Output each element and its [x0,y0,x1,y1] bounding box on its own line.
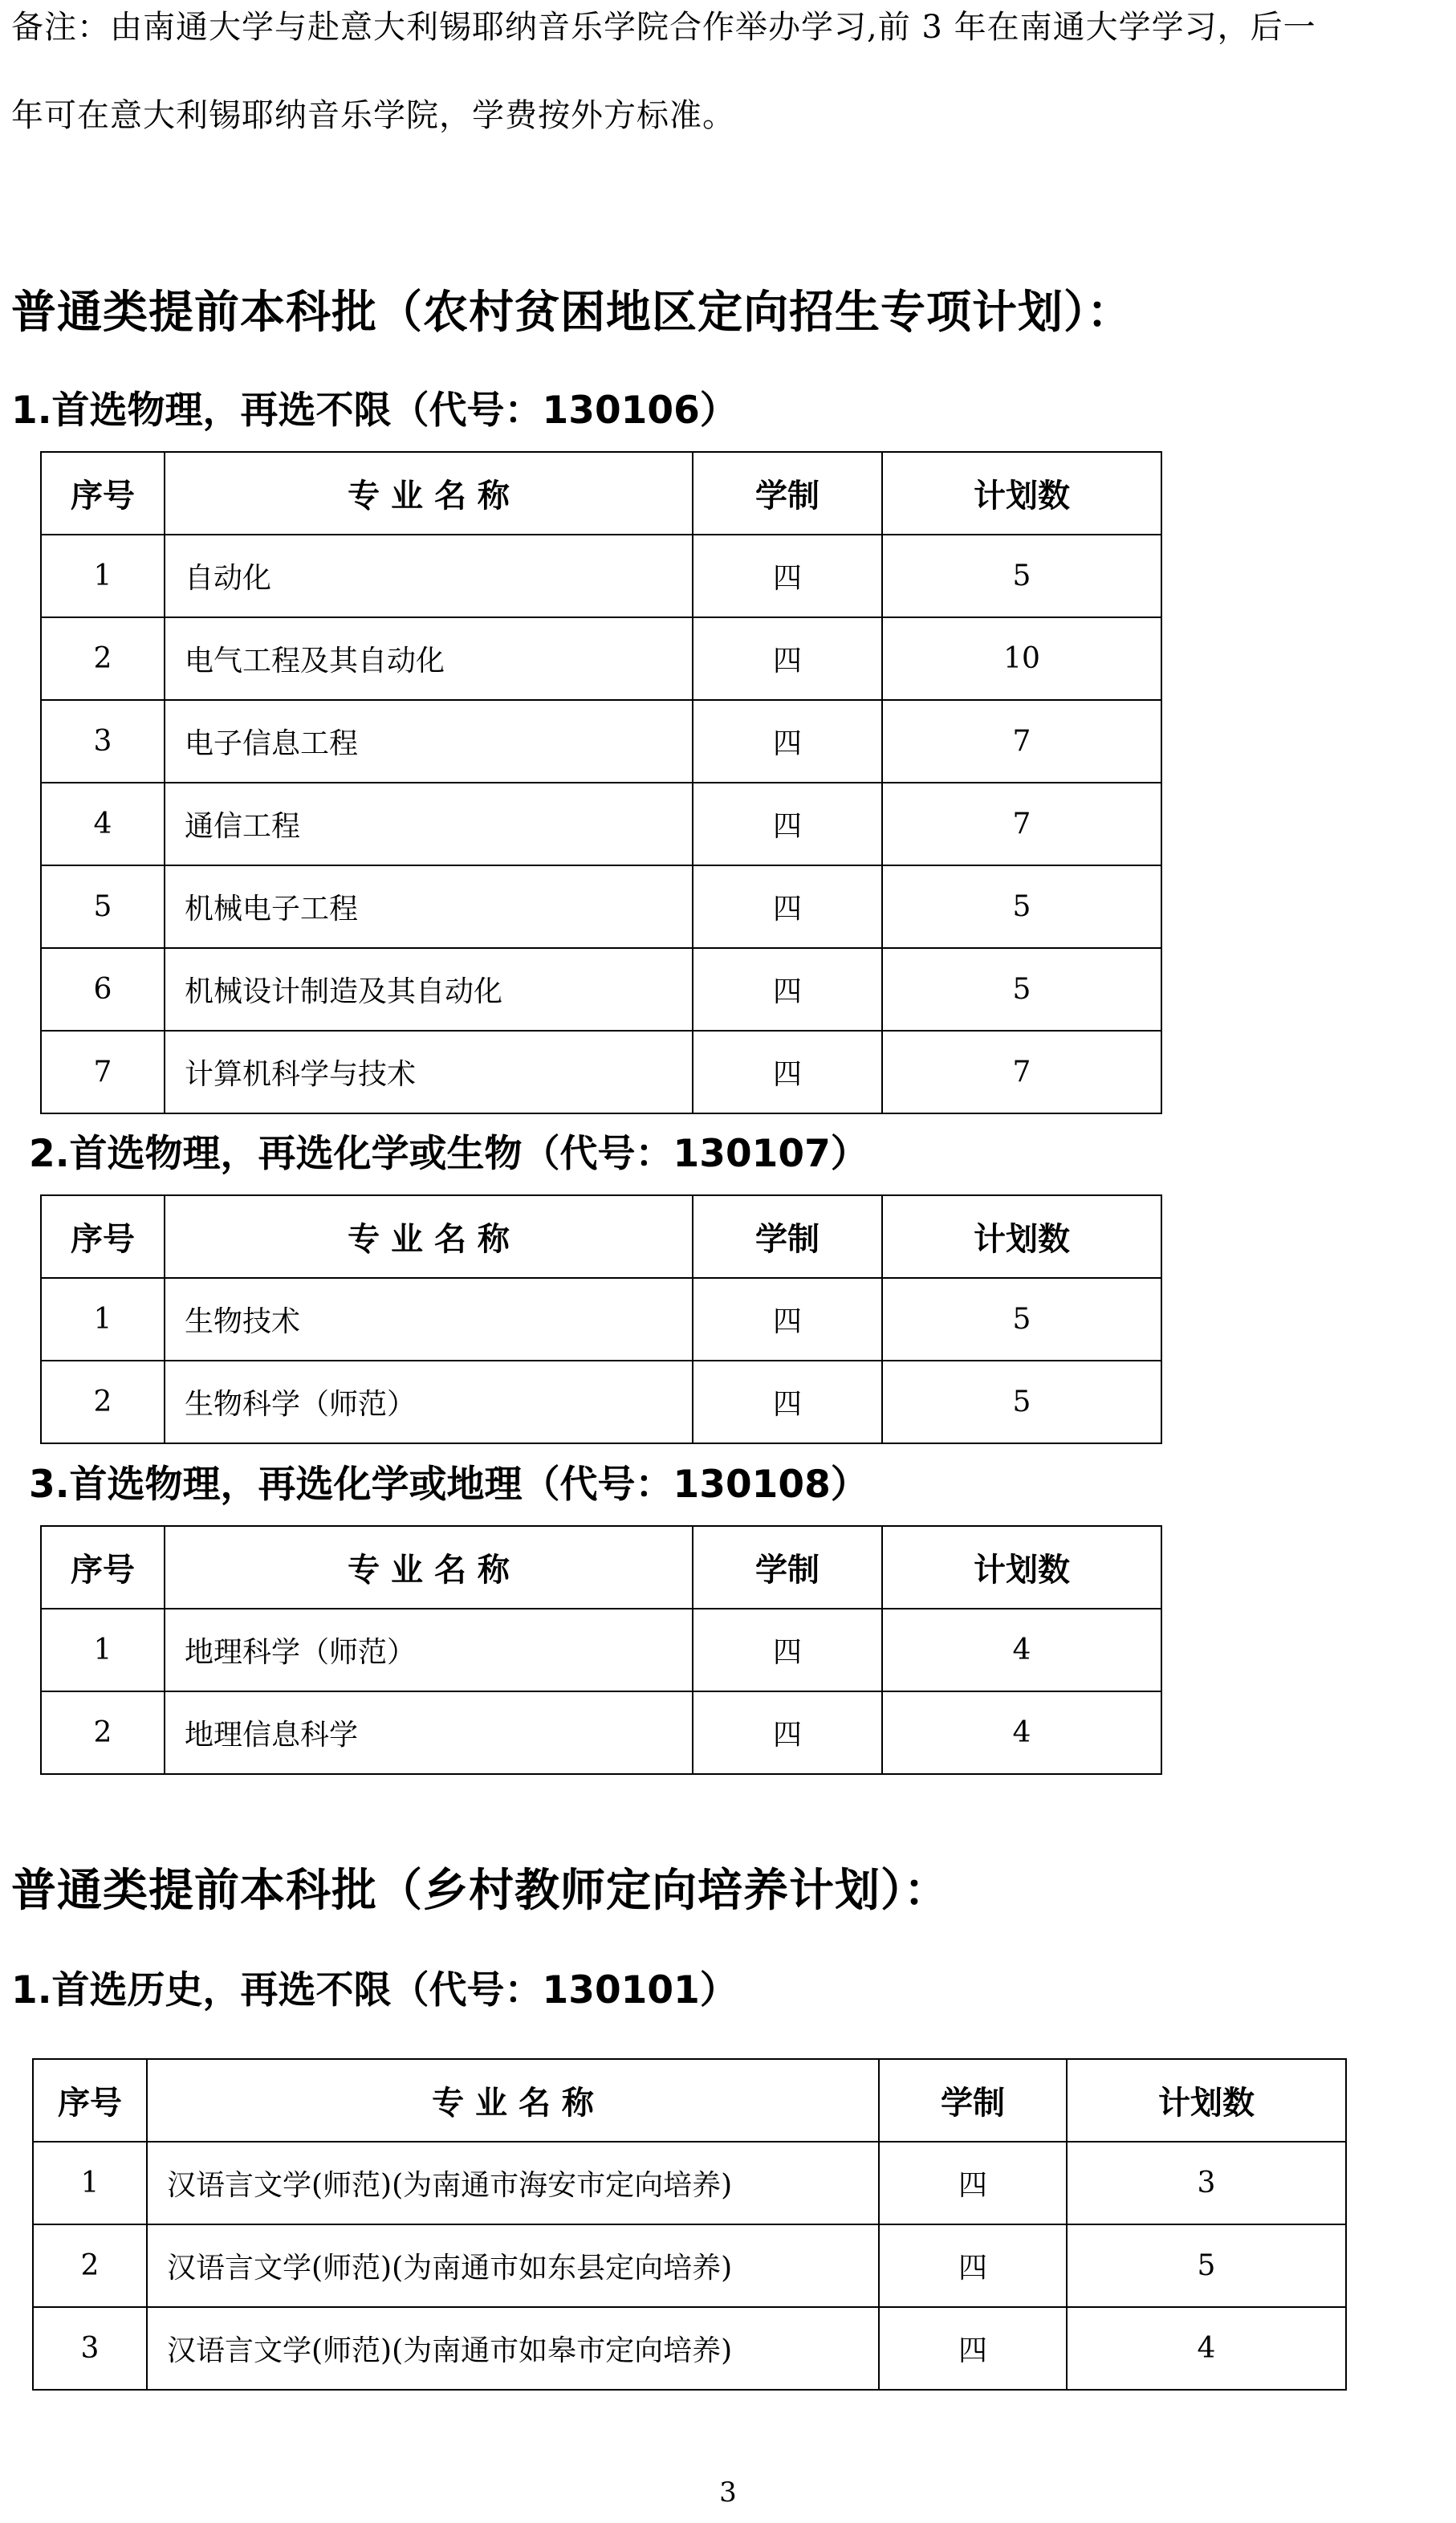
cell-plan: 5 [882,865,1161,948]
cell-no: 5 [41,865,165,948]
cell-name: 生物科学（师范） [165,1361,693,1443]
section-title-rural: 普通类提前本科批（农村贫困地区定向招生专项计划）： [11,287,1133,339]
cell-plan: 7 [882,1031,1161,1113]
cell-no: 4 [41,783,165,865]
cell-no: 7 [41,1031,165,1113]
cell-name: 通信工程 [165,783,693,865]
cell-plan: 5 [1067,2224,1346,2307]
cell-no: 1 [33,2142,147,2224]
cell-years: 四 [693,1609,882,1691]
cell-no: 3 [41,700,165,783]
cell-name: 生物技术 [165,1278,693,1361]
header-name: 专 业 名 称 [165,452,693,535]
cell-years: 四 [693,1031,882,1113]
table-row [33,2142,1346,2224]
header-no: 序号 [33,2059,147,2142]
header-plan: 计划数 [882,452,1161,535]
table-header-row [33,2059,1346,2142]
cell-no: 6 [41,948,165,1031]
cell-plan: 4 [882,1609,1161,1691]
cell-years: 四 [693,783,882,865]
plan-table-130106 [40,451,1162,1114]
cell-years: 四 [879,2224,1067,2307]
cell-name: 汉语言文学(师范)(为南通市如东县定向培养) [147,2224,879,2307]
cell-years: 四 [693,865,882,948]
table-row [41,948,1161,1031]
cell-name: 地理信息科学 [165,1691,693,1774]
cell-name: 地理科学（师范） [165,1609,693,1691]
cell-plan: 5 [882,948,1161,1031]
header-years: 学制 [693,452,882,535]
note-line-2: 年可在意大利锡耶纳音乐学院，学费按外方标准。 [11,97,735,134]
note-line-1: 备注：由南通大学与赴意大利锡耶纳音乐学院合作举办学习,前 3 年在南通大学学习，后一 [11,9,1316,46]
cell-plan: 5 [882,1361,1161,1443]
cell-name: 汉语言文学(师范)(为南通市海安市定向培养) [147,2142,879,2224]
table-row [41,1278,1161,1361]
cell-plan: 5 [882,535,1161,617]
cell-name: 电气工程及其自动化 [165,617,693,700]
header-name: 专 业 名 称 [165,1195,693,1278]
section-title-teacher: 普通类提前本科批（乡村教师定向培养计划）： [11,1865,950,1917]
table-row [41,865,1161,948]
table-row [41,783,1161,865]
table-row [41,1609,1161,1691]
cell-name: 自动化 [165,535,693,617]
header-name: 专 业 名 称 [147,2059,879,2142]
header-no: 序号 [41,1195,165,1278]
group-heading-130107: 2.首选物理，再选化学或生物（代号：130107） [29,1132,868,1176]
group-heading-130101: 1.首选历史，再选不限（代号：130101） [11,1968,738,2012]
header-name: 专 业 名 称 [165,1526,693,1609]
cell-plan: 4 [882,1691,1161,1774]
cell-years: 四 [693,948,882,1031]
cell-name: 电子信息工程 [165,700,693,783]
header-no: 序号 [41,1526,165,1609]
cell-no: 2 [33,2224,147,2307]
cell-plan: 7 [882,783,1161,865]
table-header-row [41,1195,1161,1278]
group-heading-130108: 3.首选物理，再选化学或地理（代号：130108） [29,1463,868,1507]
table-row [41,700,1161,783]
header-no: 序号 [41,452,165,535]
header-plan: 计划数 [882,1526,1161,1609]
cell-name: 计算机科学与技术 [165,1031,693,1113]
cell-no: 2 [41,617,165,700]
plan-table-130108 [40,1525,1162,1775]
table-row [41,535,1161,617]
cell-plan: 7 [882,700,1161,783]
page-number: 3 [719,2476,737,2509]
cell-years: 四 [693,1278,882,1361]
header-plan: 计划数 [882,1195,1161,1278]
plan-table-130101 [32,2058,1347,2391]
cell-plan: 10 [882,617,1161,700]
plan-table-130107 [40,1194,1162,1444]
cell-years: 四 [693,535,882,617]
cell-no: 1 [41,1609,165,1691]
table-row [41,1691,1161,1774]
table-row [33,2307,1346,2390]
cell-years: 四 [693,1691,882,1774]
cell-plan: 3 [1067,2142,1346,2224]
cell-no: 1 [41,535,165,617]
table-row [41,1031,1161,1113]
header-years: 学制 [693,1526,882,1609]
cell-years: 四 [693,617,882,700]
cell-name: 机械电子工程 [165,865,693,948]
cell-plan: 4 [1067,2307,1346,2390]
table-header-row [41,452,1161,535]
cell-years: 四 [879,2307,1067,2390]
cell-no: 2 [41,1361,165,1443]
group-heading-130106: 1.首选物理，再选不限（代号：130106） [11,389,738,433]
cell-no: 3 [33,2307,147,2390]
header-years: 学制 [693,1195,882,1278]
table-row [33,2224,1346,2307]
cell-years: 四 [693,1361,882,1443]
header-years: 学制 [879,2059,1067,2142]
cell-no: 2 [41,1691,165,1774]
cell-plan: 5 [882,1278,1161,1361]
table-row [41,617,1161,700]
cell-name: 机械设计制造及其自动化 [165,948,693,1031]
cell-no: 1 [41,1278,165,1361]
cell-years: 四 [879,2142,1067,2224]
cell-years: 四 [693,700,882,783]
table-header-row [41,1526,1161,1609]
table-row [41,1361,1161,1443]
cell-name: 汉语言文学(师范)(为南通市如皋市定向培养) [147,2307,879,2390]
header-plan: 计划数 [1067,2059,1346,2142]
